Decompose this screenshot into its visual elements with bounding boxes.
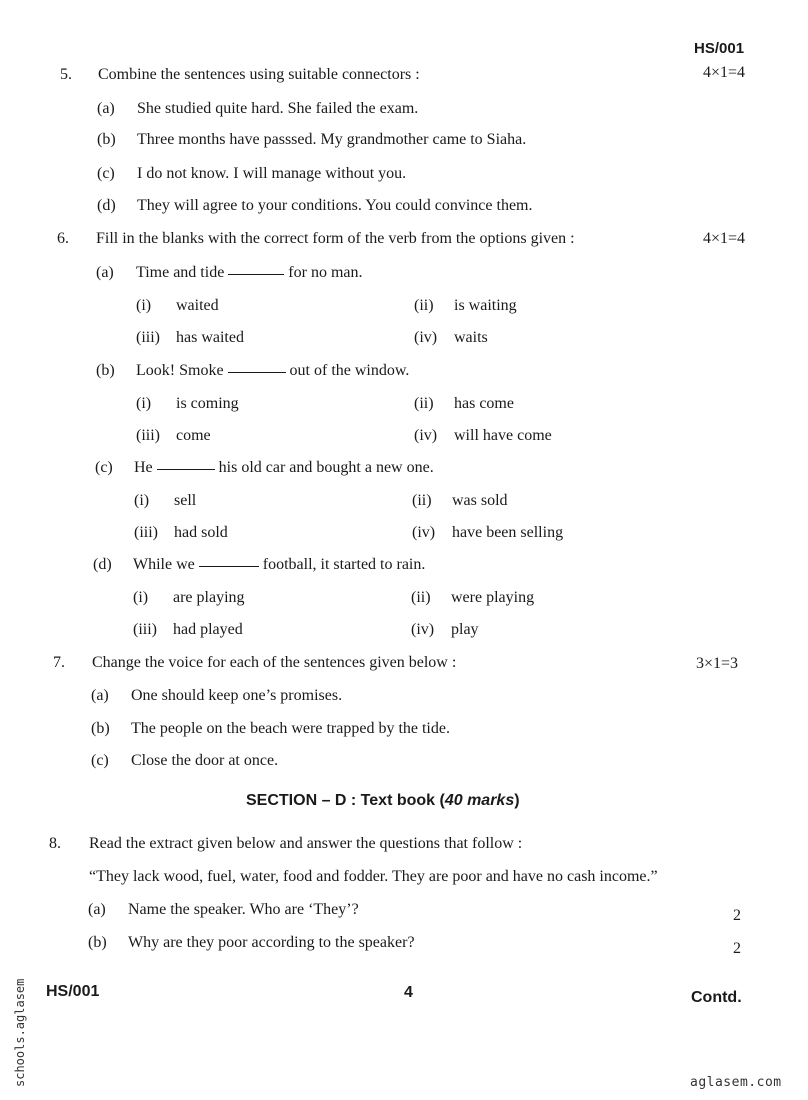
option-text: play <box>451 621 479 638</box>
answer-blank <box>228 273 284 275</box>
q8-number: 8. <box>49 835 61 852</box>
option-text: has waited <box>176 329 244 346</box>
q6-item-label: (b) <box>96 362 115 379</box>
sentence-start: While we <box>133 556 195 573</box>
sentence-end: for no man. <box>288 264 363 281</box>
q6-item-label: (c) <box>95 459 113 476</box>
option-label: (ii) <box>412 492 432 509</box>
q8-item-marks: 2 <box>733 907 741 924</box>
option-text: was sold <box>452 492 508 509</box>
option-label: (ii) <box>414 395 434 412</box>
q8-item-marks: 2 <box>733 940 741 957</box>
option-label: (i) <box>134 492 150 509</box>
bottom-watermark: aglasem.com <box>690 1075 782 1090</box>
q8-item-label: (b) <box>88 934 107 951</box>
option-label: (iii) <box>136 427 160 444</box>
option-text: have been selling <box>452 524 564 541</box>
q6-item-label: (d) <box>93 556 112 573</box>
option-label: (i) <box>136 297 152 314</box>
q6-number: 6. <box>57 230 69 247</box>
option-text: were playing <box>451 589 535 606</box>
sentence-start: Look! Smoke <box>136 362 224 379</box>
option-label: (iii) <box>133 621 157 638</box>
q6-item-sentence <box>134 459 434 477</box>
option-label: (iv) <box>411 621 435 638</box>
q5-item-text: They will agree to your conditions. You could convince them. <box>137 197 533 214</box>
q8-item-label: (a) <box>88 901 106 918</box>
side-watermark: schools.aglasem <box>13 978 27 1087</box>
section-heading <box>246 792 520 810</box>
option-label: (ii) <box>411 589 431 606</box>
q6-item-sentence <box>136 362 409 380</box>
option-label: (iv) <box>414 427 438 444</box>
q7-item-label: (c) <box>91 752 109 769</box>
header-code: HS/001 <box>694 40 745 57</box>
q6-marks: 4×1=4 <box>703 230 746 247</box>
option-label: (iii) <box>134 524 158 541</box>
option-label: (i) <box>136 395 152 412</box>
option-label: (iv) <box>414 329 438 346</box>
q8-item-text: Name the speaker. Who are ‘They’? <box>128 901 359 918</box>
q7-marks: 3×1=3 <box>696 655 739 672</box>
q8-item-text: Why are they poor according to the speaker? <box>128 934 415 951</box>
q6-item-sentence <box>133 556 425 574</box>
option-text: had played <box>173 621 243 638</box>
answer-blank <box>228 371 286 373</box>
option-text: is waiting <box>454 297 517 314</box>
option-label: (i) <box>133 589 149 606</box>
option-text: waited <box>176 297 219 314</box>
option-text: is coming <box>176 395 239 412</box>
q5-number: 5. <box>60 66 72 83</box>
q7-item-label: (a) <box>91 687 109 704</box>
option-text: will have come <box>454 427 552 444</box>
section-close: ) <box>514 792 520 809</box>
option-label: (ii) <box>414 297 434 314</box>
q7-item-label: (b) <box>91 720 110 737</box>
answer-blank <box>199 565 259 567</box>
section-marks: 40 marks <box>444 792 515 809</box>
q7-item-text: Close the door at once. <box>131 752 279 769</box>
q5-item-text: I do not know. I will manage without you. <box>137 165 407 182</box>
sentence-end: out of the window. <box>289 362 410 379</box>
sentence-start: Time and tide <box>136 264 225 281</box>
q7-number: 7. <box>53 654 65 671</box>
q8-text: Read the extract given below and answer the questions that follow : <box>89 835 523 852</box>
section-title: SECTION – D : Text book ( <box>246 792 445 809</box>
q6-text: Fill in the blanks with the correct form of the verb from the options given : <box>96 230 575 247</box>
option-text: has come <box>454 395 514 412</box>
q5-item-text: She studied quite hard. She failed the exam. <box>137 100 419 117</box>
option-text: are playing <box>173 589 245 606</box>
q5-item-label: (b) <box>97 131 116 148</box>
page-number: 4 <box>404 984 413 1001</box>
q5-item-label: (a) <box>97 100 115 117</box>
q7-text: Change the voice for each of the sentences given below : <box>92 654 457 671</box>
q6-item-label: (a) <box>96 264 114 281</box>
answer-blank <box>157 468 215 470</box>
q6-item-sentence <box>136 264 363 282</box>
option-text: had sold <box>174 524 228 541</box>
sentence-end: football, it started to rain. <box>262 556 426 573</box>
option-text: waits <box>454 329 488 346</box>
sentence-start: He <box>134 459 153 476</box>
q5-item-text: Three months have passsed. My grandmother came to Siaha. <box>137 131 527 148</box>
option-text: sell <box>174 492 197 509</box>
q5-item-label: (d) <box>97 197 116 214</box>
q5-item-label: (c) <box>97 165 115 182</box>
q5-marks: 4×1=4 <box>703 64 746 81</box>
q7-item-text: One should keep one’s promises. <box>131 687 343 704</box>
contd-label: Contd. <box>691 989 742 1006</box>
q5-text: Combine the sentences using suitable connectors : <box>98 66 420 83</box>
option-label: (iv) <box>412 524 436 541</box>
footer-code: HS/001 <box>46 983 100 1000</box>
sentence-end: his old car and bought a new one. <box>218 459 434 476</box>
q8-quote: “They lack wood, fuel, water, food and fodder. They are poor and have no cash income.” <box>89 868 658 885</box>
q7-item-text: The people on the beach were trapped by the tide. <box>131 720 450 737</box>
option-text: come <box>176 427 211 444</box>
option-label: (iii) <box>136 329 160 346</box>
